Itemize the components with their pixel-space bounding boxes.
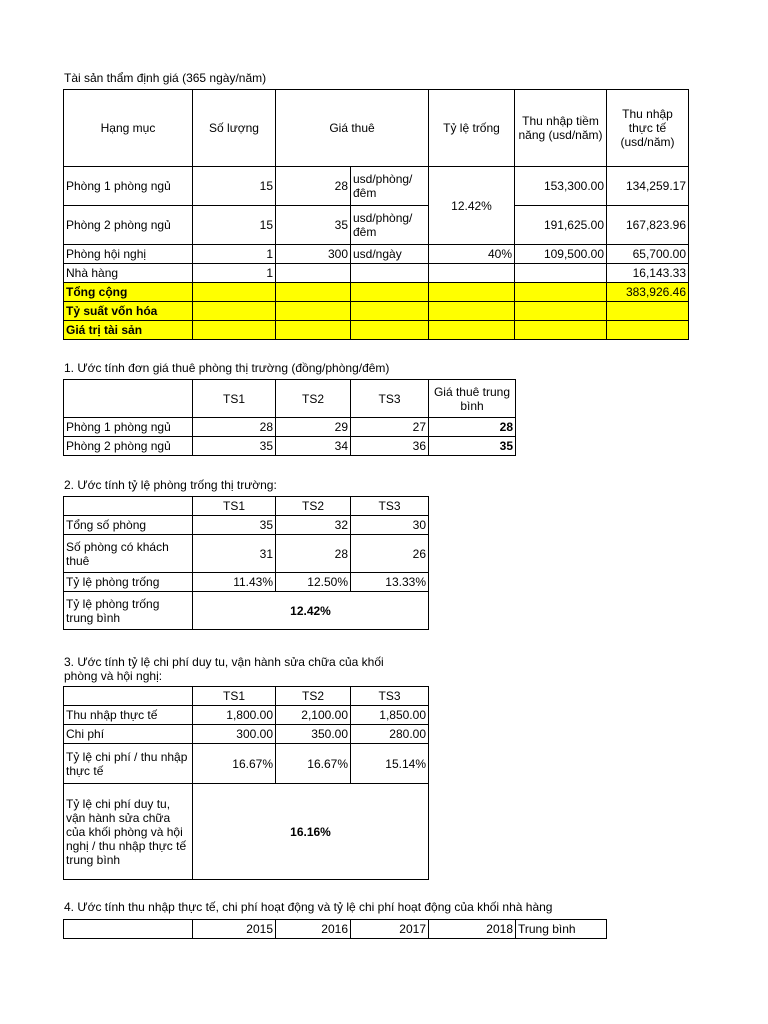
total-row [64, 283, 689, 302]
header-2017: 2017 [351, 920, 429, 939]
header-2016: 2016 [276, 920, 351, 939]
header-ts2: TS2 [276, 380, 351, 418]
cell-quantity: 1 [193, 264, 276, 283]
empty-cell [515, 264, 607, 283]
cell-ts3: 13.33% [351, 573, 429, 592]
cell-actual: 134,259.17 [607, 167, 689, 206]
cell-actual: 16,143.33 [607, 264, 689, 283]
asset-value-label: Giá trị tài sản [64, 321, 193, 340]
empty-header [64, 687, 193, 706]
row-label: Tỷ lệ chi phí / thu nhập thực tế [64, 744, 193, 784]
empty-cell [276, 264, 351, 283]
cell-ts3: 280.00 [351, 725, 429, 744]
table-row [64, 706, 429, 725]
header-vacancy: Tỷ lệ trống [429, 90, 515, 167]
header-ts3: TS3 [351, 380, 429, 418]
main-title: Tài sản thẩm định giá (365 ngày/năm) [64, 71, 267, 85]
table-row [64, 535, 429, 573]
vacancy-rate-table [63, 496, 429, 630]
header-quantity: Số lượng [193, 90, 276, 167]
cell-ts1: 16.67% [193, 744, 276, 784]
cell-ts3: 30 [351, 516, 429, 535]
row-label: Phòng 1 phòng ngủ [64, 418, 193, 437]
cell-potential: 153,300.00 [515, 167, 607, 206]
cap-rate-row [64, 302, 689, 321]
market-rent-table [63, 379, 516, 456]
cell-quantity: 15 [193, 167, 276, 206]
header-2018: 2018 [429, 920, 516, 939]
total-label: Tổng cộng [64, 283, 193, 302]
cell-ts3: 27 [351, 418, 429, 437]
header-actual-income: Thu nhập thực tế (usd/năm) [607, 90, 689, 167]
cap-rate-label: Tỷ suất vốn hóa [64, 302, 193, 321]
cell-potential: 191,625.00 [515, 206, 607, 245]
cell-ts2: 29 [276, 418, 351, 437]
section1-title: 1. Ước tính đơn giá thuê phòng thị trường (đồng/phòng/đêm) [64, 361, 390, 375]
row-label: Nhà hàng [64, 264, 193, 283]
row-label: Số phòng có khách thuê [64, 535, 193, 573]
cell-ts2: 2,100.00 [276, 706, 351, 725]
table-row [64, 516, 429, 535]
cell-ts1: 35 [193, 516, 276, 535]
header-ts1: TS1 [193, 687, 276, 706]
table-row [64, 437, 516, 456]
header-ts1: TS1 [193, 497, 276, 516]
cell-ts1: 300.00 [193, 725, 276, 744]
table-row [64, 573, 429, 592]
cell-ts2: 12.50% [276, 573, 351, 592]
empty-header [64, 497, 193, 516]
table-row [64, 418, 516, 437]
cell-ts1: 1,800.00 [193, 706, 276, 725]
average-label: Tỷ lệ chi phí duy tu, vận hành sửa chữa của khối phòng và hội nghị / thu nhập thực tế trung bình [64, 784, 193, 880]
row-label: Phòng 2 phòng ngủ [64, 206, 193, 245]
header-ts1: TS1 [193, 380, 276, 418]
header-potential-income: Thu nhập tiềm năng (usd/năm) [515, 90, 607, 167]
header-average-rent: Giá thuê trung bình [429, 380, 516, 418]
cell-vacancy: 12.42% [429, 167, 515, 245]
table-row [64, 167, 689, 206]
cell-ts3: 15.14% [351, 744, 429, 784]
average-label: Tỷ lệ phòng trống trung bình [64, 592, 193, 630]
header-ts3: TS3 [351, 497, 429, 516]
average-value: 16.16% [193, 784, 429, 880]
cell-ts3: 36 [351, 437, 429, 456]
cell-ts2: 28 [276, 535, 351, 573]
cell-price: 35 [276, 206, 351, 245]
table-row [64, 744, 429, 784]
asset-value-row [64, 321, 689, 340]
cell-ts2: 350.00 [276, 725, 351, 744]
cell-ts2: 32 [276, 516, 351, 535]
table-row [64, 725, 429, 744]
cell-unit: usd/phòng/ đêm [351, 167, 429, 206]
cell-potential: 109,500.00 [515, 245, 607, 264]
valuation-table [63, 89, 689, 340]
cell-ts2: 16.67% [276, 744, 351, 784]
restaurant-table [63, 919, 607, 939]
cell-average: 28 [429, 418, 516, 437]
header-item: Hạng mục [64, 90, 193, 167]
header-ts2: TS2 [276, 497, 351, 516]
empty-cell [429, 264, 515, 283]
row-label: Thu nhập thực tế [64, 706, 193, 725]
cell-price: 300 [276, 245, 351, 264]
cell-unit: usd/ngày [351, 245, 429, 264]
table-row [64, 264, 689, 283]
header-ts2: TS2 [276, 687, 351, 706]
row-label: Chi phí [64, 725, 193, 744]
cell-ts3: 1,850.00 [351, 706, 429, 725]
header-average: Trung bình [516, 920, 607, 939]
average-row [64, 592, 429, 630]
cell-ts1: 31 [193, 535, 276, 573]
section3-title: 3. Ước tính tỷ lệ chi phí duy tu, vận hành sửa chữa của khối phòng và hội nghị: [64, 655, 384, 683]
cell-ts1: 35 [193, 437, 276, 456]
cell-ts3: 26 [351, 535, 429, 573]
cell-price: 28 [276, 167, 351, 206]
cell-actual: 65,700.00 [607, 245, 689, 264]
empty-header [64, 380, 193, 418]
cell-ts1: 11.43% [193, 573, 276, 592]
table-row [64, 245, 689, 264]
total-value: 383,926.46 [607, 283, 689, 302]
row-label: Phòng 2 phòng ngủ [64, 437, 193, 456]
header-ts3: TS3 [351, 687, 429, 706]
cell-quantity: 15 [193, 206, 276, 245]
row-label: Tổng số phòng [64, 516, 193, 535]
average-row [64, 784, 429, 880]
maintenance-cost-table [63, 686, 429, 880]
cell-actual: 167,823.96 [607, 206, 689, 245]
cell-unit: usd/phòng/ đêm [351, 206, 429, 245]
row-label: Phòng hội nghị [64, 245, 193, 264]
empty-header [64, 920, 193, 939]
section2-title: 2. Ước tính tỷ lệ phòng trống thị trường: [64, 478, 277, 492]
row-label: Phòng 1 phòng ngủ [64, 167, 193, 206]
cell-quantity: 1 [193, 245, 276, 264]
cell-ts2: 34 [276, 437, 351, 456]
header-rent: Giá thuê [276, 90, 429, 167]
section4-title: 4. Ước tính thu nhập thực tế, chi phí hoạt động và tỷ lệ chi phí hoạt động của khối nhà hàng [64, 900, 553, 914]
row-label: Tỷ lệ phòng trống [64, 573, 193, 592]
cell-vacancy: 40% [429, 245, 515, 264]
header-2015: 2015 [193, 920, 276, 939]
average-value: 12.42% [193, 592, 429, 630]
cell-average: 35 [429, 437, 516, 456]
cell-ts1: 28 [193, 418, 276, 437]
empty-cell [351, 264, 429, 283]
table-row [64, 206, 689, 245]
